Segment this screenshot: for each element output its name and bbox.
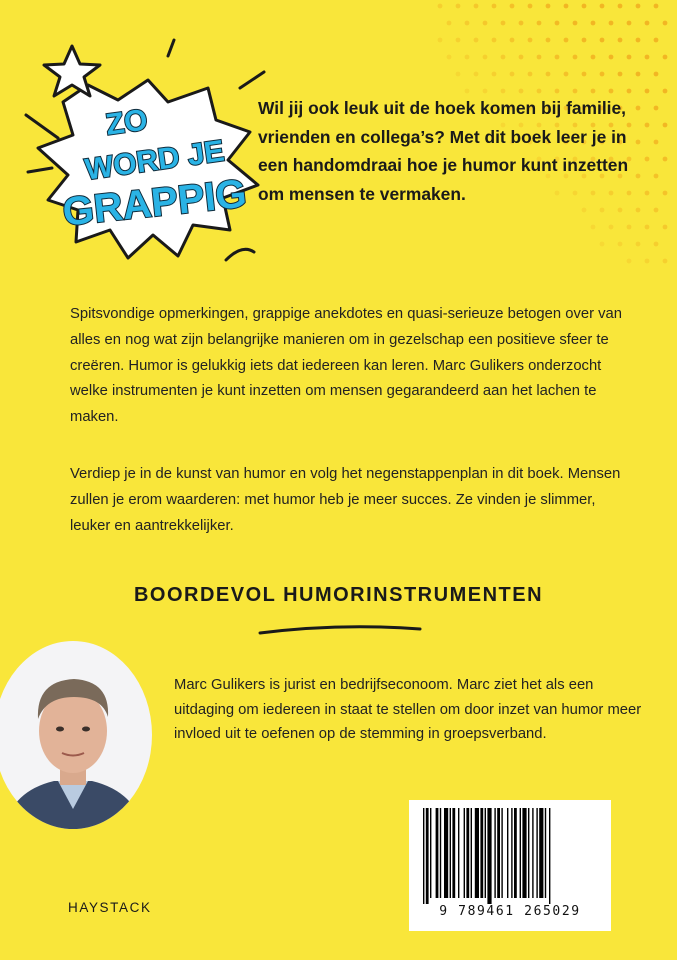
decor-dot [600, 72, 605, 77]
decor-dot [609, 55, 614, 60]
logo-word-zo: ZO [103, 103, 150, 142]
decor-dot [465, 89, 470, 94]
barcode-bar [487, 808, 491, 904]
decor-dot [591, 225, 596, 230]
decor-dot [456, 72, 461, 77]
action-line [28, 168, 52, 172]
decor-dot [582, 38, 587, 43]
barcode-bar [444, 808, 448, 898]
decor-dot [663, 259, 668, 264]
barcode-bar [520, 808, 521, 898]
decor-dot [564, 72, 569, 77]
decor-dot [582, 72, 587, 77]
action-line [168, 40, 174, 56]
decor-dot [438, 38, 443, 43]
decor-dot [600, 38, 605, 43]
barcode-bar [480, 808, 483, 898]
decor-dot [510, 72, 515, 77]
decor-dot [555, 89, 560, 94]
barcode-bar [466, 808, 469, 898]
decor-dot [555, 21, 560, 26]
decor-dot [438, 4, 443, 9]
decor-dot [663, 191, 668, 196]
decor-dot [618, 4, 623, 9]
barcode-bar [436, 808, 439, 898]
barcode-bar [426, 808, 429, 904]
decor-dot [636, 72, 641, 77]
decor-dot [636, 4, 641, 9]
barcode-bar [458, 808, 459, 898]
barcode-bar [450, 808, 451, 898]
decor-dot [456, 38, 461, 43]
decor-dot [654, 72, 659, 77]
decor-dot [456, 4, 461, 9]
decor-dot [447, 55, 452, 60]
decor-dot [564, 4, 569, 9]
decor-dot [645, 259, 650, 264]
barcode-bar [532, 808, 533, 898]
barcode-bar [440, 808, 441, 898]
decor-dot [564, 38, 569, 43]
decor-dot [645, 55, 650, 60]
logo-word-word-je: WORD JE [83, 134, 227, 187]
headline-underline [258, 621, 422, 637]
decor-dot [483, 89, 488, 94]
decor-dot [609, 21, 614, 26]
decor-dot [447, 21, 452, 26]
decor-dot [591, 21, 596, 26]
decor-dot [627, 225, 632, 230]
decor-dot [654, 242, 659, 247]
barcode-bar [485, 808, 486, 898]
decor-dot [645, 89, 650, 94]
author-bio: Marc Gulikers is jurist en bedrijfseconoom. Marc ziet het als een uitdaging om iedereen in staat te stellen om door inzet van humor meer invloed uit te oefenen op de stemming in groepsverband. [174, 677, 642, 742]
action-line [240, 72, 264, 88]
decor-dot [609, 225, 614, 230]
barcode-bar [539, 808, 543, 898]
barcode-bar [536, 808, 537, 898]
decor-dot [618, 72, 623, 77]
barcode-bar [514, 808, 517, 898]
barcode-bar [528, 808, 529, 898]
decor-dot [663, 21, 668, 26]
decor-dot [600, 242, 605, 247]
decor-dot [654, 4, 659, 9]
decor-dot [474, 38, 479, 43]
decor-dot [627, 259, 632, 264]
decor-dot [555, 55, 560, 60]
logo-word-grappig: GRAPPIG [60, 171, 249, 235]
decor-dot [492, 4, 497, 9]
decor-dot [492, 72, 497, 77]
author-photo [0, 641, 152, 829]
barcode-bar [430, 808, 431, 898]
headline: BOORDEVOL HUMORINSTRUMENTEN [133, 584, 544, 606]
decor-dot [636, 242, 641, 247]
barcode-bar [501, 808, 502, 898]
barcode [409, 800, 611, 931]
decor-dot [546, 38, 551, 43]
decor-dot [573, 21, 578, 26]
decor-dot [519, 21, 524, 26]
title-logo [18, 30, 268, 275]
decor-dot [663, 89, 668, 94]
decor-dot [645, 21, 650, 26]
barcode-bar [511, 808, 512, 898]
barcode-bar [423, 808, 424, 904]
decor-dot [600, 4, 605, 9]
decor-dot [546, 4, 551, 9]
decor-dot [528, 4, 533, 9]
barcode-bars [409, 800, 611, 904]
decor-dot [636, 38, 641, 43]
decor-dot [474, 4, 479, 9]
decor-dot [663, 225, 668, 230]
decor-dot [465, 21, 470, 26]
decor-dot [510, 38, 515, 43]
action-line [26, 115, 58, 138]
decor-dot [645, 225, 650, 230]
action-line [226, 249, 254, 260]
isbn-number: 9 789461 265029 [439, 904, 581, 919]
decor-dot [528, 72, 533, 77]
decor-dot [465, 55, 470, 60]
decor-dot [483, 55, 488, 60]
decor-dot [609, 89, 614, 94]
decor-dot [573, 89, 578, 94]
decor-dot [654, 38, 659, 43]
decor-dot [537, 89, 542, 94]
decor-dot [483, 21, 488, 26]
decor-dot [618, 242, 623, 247]
decor-dot [663, 123, 668, 128]
decor-dot [537, 21, 542, 26]
decor-dot [474, 72, 479, 77]
decor-dot [546, 72, 551, 77]
barcode-bar [464, 808, 465, 898]
decor-dot [591, 89, 596, 94]
barcode-bar [549, 808, 550, 904]
decor-dot [492, 38, 497, 43]
barcode-bar [522, 808, 526, 898]
barcode-bar [545, 808, 546, 898]
decor-dot [627, 89, 632, 94]
barcode-bar [475, 808, 479, 898]
decor-dot [618, 38, 623, 43]
decor-dot [528, 38, 533, 43]
barcode-bar [452, 808, 455, 898]
description-paragraph-2: Verdiep je in de kunst van humor en volg het negenstappenplan in dit boek. Mensen zullen je erom waarderen: met humor heb je meer succes. Ze vinden je slimmer, leuker en aantrekkelijker. [70, 466, 621, 534]
decor-dot [519, 55, 524, 60]
decor-dot [663, 55, 668, 60]
decor-dot [573, 55, 578, 60]
decor-dot [627, 55, 632, 60]
decor-dot [510, 4, 515, 9]
decor-dot [501, 21, 506, 26]
decor-dot [519, 89, 524, 94]
decor-dot [501, 55, 506, 60]
intro-text: Wil jij ook leuk uit de hoek komen bij familie, vrienden en collega’s? Met dit boek leer je in een handomdraai hoe je humor kunt inzetten om mensen te vermaken. [258, 98, 629, 204]
barcode-bar [494, 808, 495, 898]
decor-dot [663, 157, 668, 162]
barcode-bar [497, 808, 500, 898]
decor-dot [537, 55, 542, 60]
description-paragraph-1: Spitsvondige opmerkingen, grappige anekdotes en quasi-serieuze betogen over van alles en nog wat zijn belangrijke manieren om in gezelschap een positieve sfeer te creëren. Humor is gelukkig iets dat iedereen kan leren. Marc Gulikers onderzocht welke instrumenten je kunt inzetten om mensen gegarandeerd aan het lachen te maken. [70, 306, 622, 426]
barcode-bar [507, 808, 508, 898]
barcode-bar [471, 808, 472, 898]
decor-dot [627, 21, 632, 26]
publisher-logo: HAYSTACK [68, 900, 152, 915]
decor-dot [582, 4, 587, 9]
decor-dot [501, 89, 506, 94]
decor-dot [591, 55, 596, 60]
